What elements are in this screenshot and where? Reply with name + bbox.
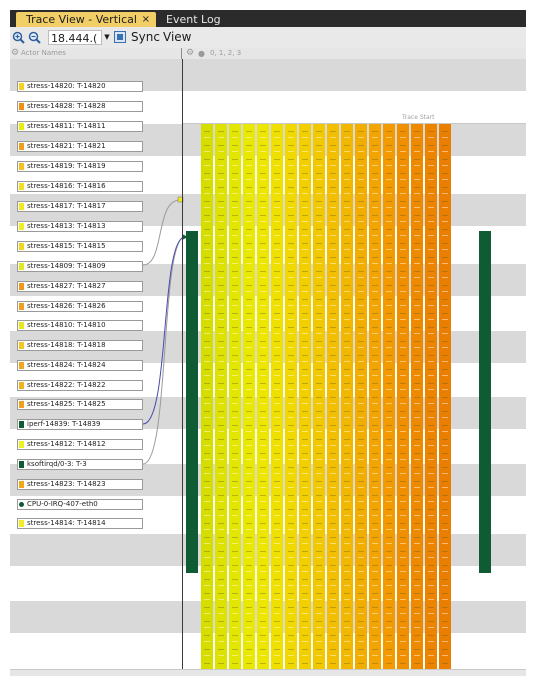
actor-label: stress-14825: T-14825	[27, 400, 106, 408]
actor-label: stress-14828: T-14828	[27, 102, 106, 110]
actor-label: iperf-14839: T-14839	[27, 420, 101, 428]
actor-label: stress-14815: T-14815	[27, 242, 106, 250]
gear-icon[interactable]: ⚙	[11, 48, 20, 58]
actor-label: stress-14817: T-14817	[27, 202, 106, 210]
actor-row[interactable]	[17, 340, 143, 351]
actor-label: stress-14820: T-14820	[27, 82, 106, 90]
actor-row[interactable]	[17, 181, 143, 192]
actor-label: stress-14810: T-14810	[27, 321, 106, 329]
actor-color-swatch	[19, 382, 24, 389]
actor-row[interactable]	[17, 399, 143, 410]
actor-color-swatch	[19, 163, 24, 170]
actor-color-swatch	[19, 183, 24, 190]
trace-start-label: Trace Start	[402, 114, 435, 121]
actor-row[interactable]	[17, 499, 143, 510]
actor-color-swatch	[19, 223, 24, 230]
gear-icon[interactable]: ⚙	[186, 48, 195, 58]
tab-label: Event Log	[166, 13, 221, 26]
actor-row[interactable]	[17, 518, 143, 529]
actor-names-label: Actor Names	[21, 49, 66, 57]
actor-color-swatch	[19, 283, 24, 290]
actor-label: stress-14816: T-14816	[27, 182, 106, 190]
actor-label: ksoftirqd/0-3: T-3	[27, 460, 87, 468]
chevron-down-icon[interactable]: ▼	[104, 33, 110, 41]
actor-row[interactable]	[17, 161, 143, 172]
actor-color-swatch	[19, 123, 24, 130]
actor-color-swatch	[19, 143, 24, 150]
actor-color-swatch	[19, 481, 24, 488]
actor-row[interactable]	[17, 261, 143, 272]
actor-label: stress-14812: T-14812	[27, 440, 106, 448]
actor-color-swatch	[19, 441, 24, 448]
actor-row[interactable]	[17, 479, 143, 490]
sync-checkbox[interactable]	[114, 31, 126, 43]
actor-label: stress-14809: T-14809	[27, 262, 106, 270]
actor-label: stress-14823: T-14823	[27, 480, 106, 488]
actor-label: stress-14813: T-14813	[27, 222, 106, 230]
actor-row[interactable]	[17, 101, 143, 112]
actor-label: CPU-0-IRQ-407-eth0	[27, 500, 98, 508]
actor-color-swatch	[19, 303, 24, 310]
actor-link-line	[143, 237, 185, 464]
actor-color-swatch	[19, 520, 24, 527]
actor-color-swatch	[19, 203, 24, 210]
actor-label: stress-14818: T-14818	[27, 341, 106, 349]
actor-row[interactable]	[17, 141, 143, 152]
actor-color-swatch	[19, 502, 24, 507]
actor-color-swatch	[19, 103, 24, 110]
actor-label: stress-14822: T-14822	[27, 381, 106, 389]
tab-bar	[10, 10, 526, 27]
actor-row[interactable]	[17, 121, 143, 132]
actor-label: stress-14826: T-14826	[27, 302, 106, 310]
actor-link-line	[143, 237, 185, 424]
actor-label: stress-14824: T-14824	[27, 361, 106, 369]
actor-color-swatch	[19, 263, 24, 270]
horizontal-scrollbar[interactable]	[10, 669, 526, 676]
actor-row[interactable]	[17, 241, 143, 252]
actor-row[interactable]	[17, 439, 143, 450]
actor-color-swatch	[19, 421, 24, 428]
actor-row[interactable]	[17, 221, 143, 232]
actor-color-swatch	[19, 342, 24, 349]
actor-row[interactable]	[17, 81, 143, 92]
actor-color-swatch	[19, 401, 24, 408]
actor-names-header	[10, 48, 182, 59]
record-icon[interactable]: ●	[198, 49, 205, 58]
view-menu[interactable]: View	[163, 30, 192, 44]
tab-event-log[interactable]	[162, 12, 256, 27]
sync-label[interactable]: Sync	[131, 30, 160, 44]
actor-label: stress-14814: T-14814	[27, 519, 106, 527]
zoom-in-icon[interactable]	[12, 31, 25, 44]
toolbar	[10, 27, 526, 49]
actor-label: stress-14811: T-14811	[27, 122, 106, 130]
trace-lanes[interactable]	[10, 59, 526, 669]
actor-row[interactable]	[17, 380, 143, 391]
actor-label: stress-14821: T-14821	[27, 142, 106, 150]
actor-color-swatch	[19, 362, 24, 369]
tab-trace-view-vertical[interactable]	[16, 12, 156, 27]
actor-color-swatch	[19, 83, 24, 90]
actor-row[interactable]	[17, 360, 143, 371]
close-icon[interactable]: ×	[141, 14, 150, 25]
cpu-list: 0, 1, 2, 3	[210, 49, 242, 57]
tab-label: Trace View - Vertical	[26, 13, 137, 26]
actor-row[interactable]	[17, 459, 143, 470]
actor-color-swatch	[19, 322, 24, 329]
actor-row[interactable]	[17, 281, 143, 292]
actor-color-swatch	[19, 243, 24, 250]
actor-row[interactable]	[17, 201, 143, 212]
zoom-level-input[interactable]: 18.444.(	[48, 30, 102, 45]
actor-label: stress-14819: T-14819	[27, 162, 106, 170]
actor-color-swatch	[19, 461, 24, 468]
zoom-out-icon[interactable]	[28, 31, 41, 44]
actor-row[interactable]	[17, 320, 143, 331]
cpu-header	[182, 48, 526, 59]
actor-row[interactable]	[17, 419, 143, 430]
pane-divider[interactable]	[182, 59, 183, 669]
actor-label: stress-14827: T-14827	[27, 282, 106, 290]
actor-row[interactable]	[17, 301, 143, 312]
